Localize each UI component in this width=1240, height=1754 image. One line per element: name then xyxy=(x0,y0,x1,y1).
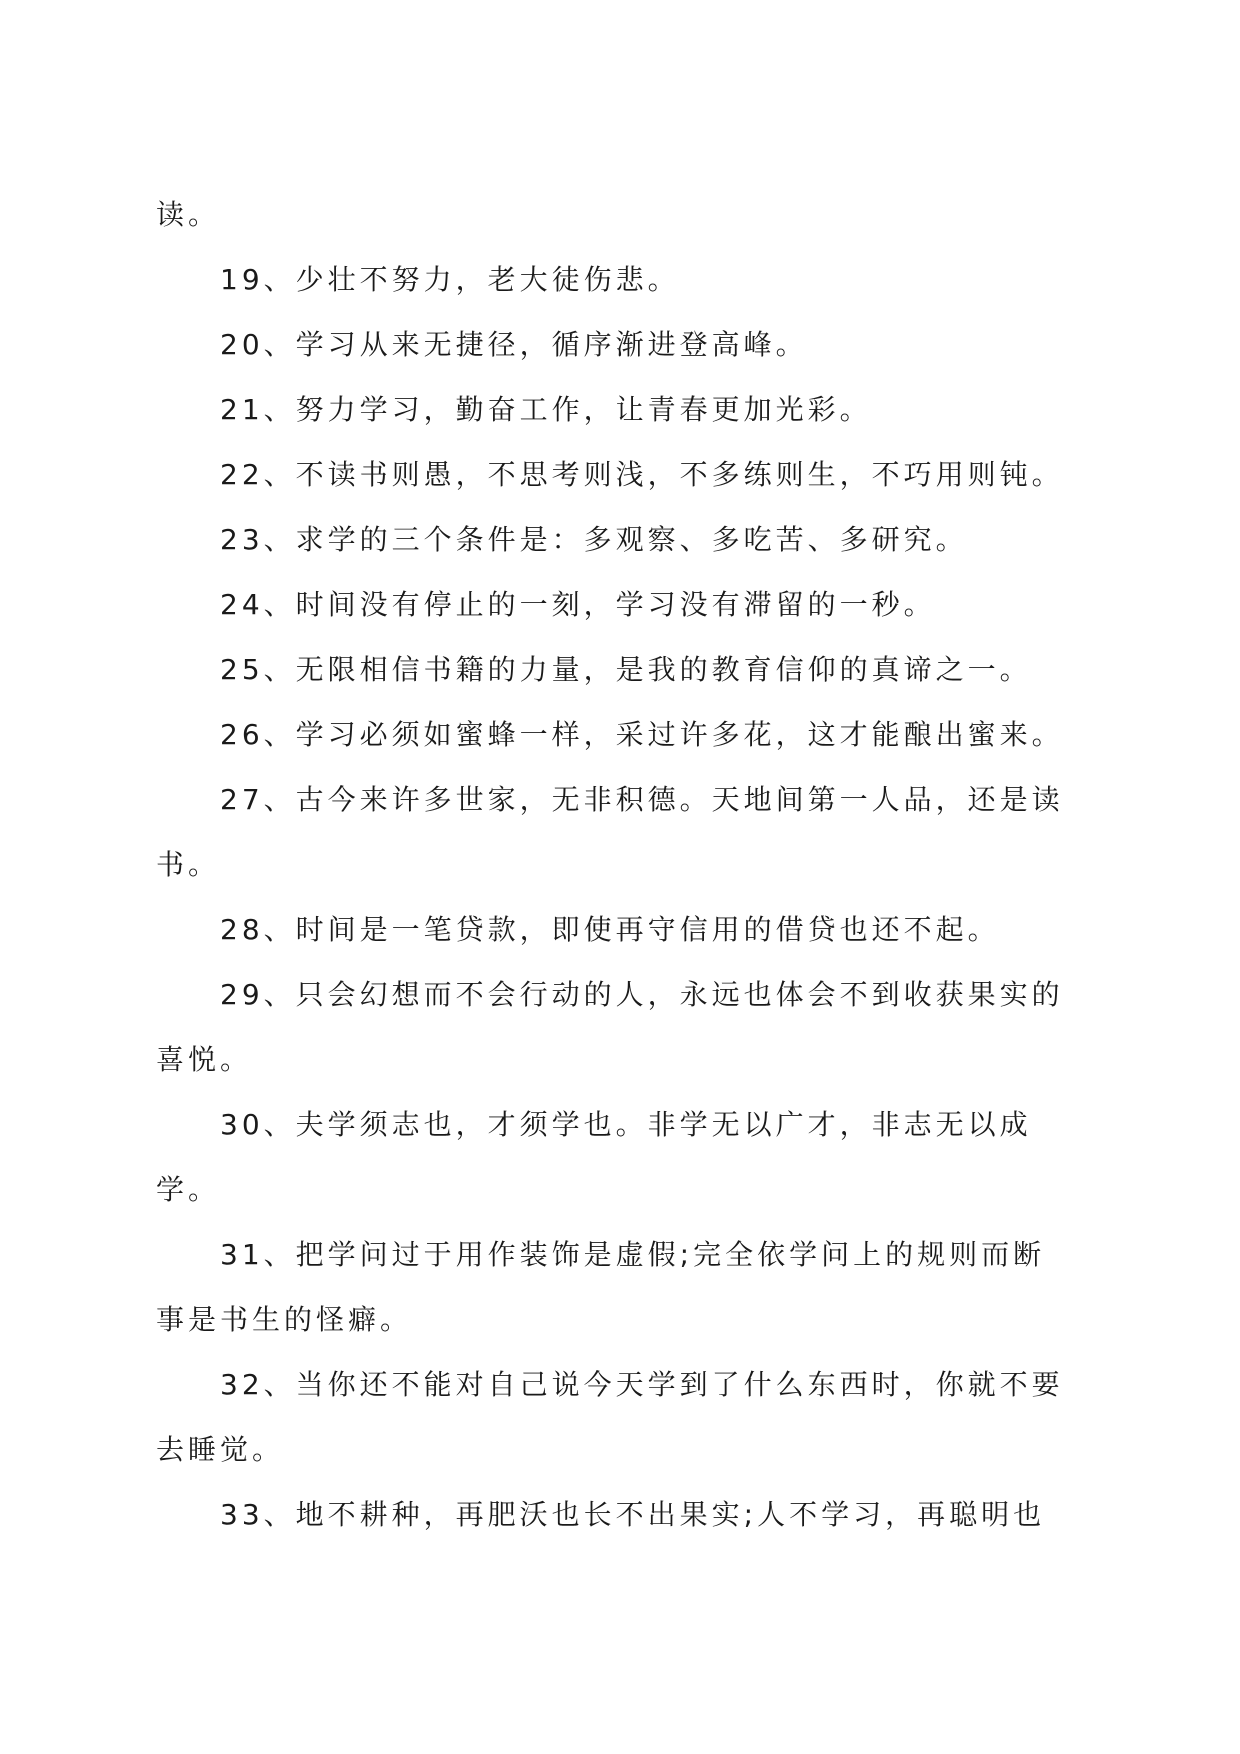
paragraph: 32、当你还不能对自己说今天学到了什么东西时，你就不要去睡觉。 xyxy=(156,1368,1064,1466)
paragraph: 24、时间没有停止的一刻，学习没有滞留的一秒。 xyxy=(220,588,936,621)
paragraph: 33、地不耕种，再肥沃也长不出果实;人不学习，再聪明也 xyxy=(220,1498,1046,1531)
paragraph: 21、努力学习，勤奋工作，让青春更加光彩。 xyxy=(220,393,872,426)
paragraph: 26、学习必须如蜜蜂一样，采过许多花，这才能酿出蜜来。 xyxy=(220,718,1064,751)
paragraph: 读。 xyxy=(156,198,221,231)
paragraph: 22、不读书则愚，不思考则浅，不多练则生，不巧用则钝。 xyxy=(220,458,1064,491)
paragraph: 25、无限相信书籍的力量，是我的教育信仰的真谛之一。 xyxy=(220,653,1032,686)
paragraph: 20、学习从来无捷径，循序渐进登高峰。 xyxy=(220,328,808,361)
paragraph: 31、把学问过于用作装饰是虚假;完全依学问上的规则而断事是书生的怪癖。 xyxy=(156,1238,1046,1336)
paragraph: 19、少壮不努力，老大徒伤悲。 xyxy=(220,263,680,296)
body-text xyxy=(156,182,1076,1547)
paragraph: 27、古今来许多世家，无非积德。天地间第一人品，还是读书。 xyxy=(156,783,1064,881)
paragraph: 28、时间是一笔贷款，即使再守信用的借贷也还不起。 xyxy=(220,913,1000,946)
paragraph: 23、求学的三个条件是：多观察、多吃苦、多研究。 xyxy=(220,523,968,556)
paragraph: 30、夫学须志也，才须学也。非学无以广才，非志无以成学。 xyxy=(156,1108,1032,1206)
paragraph: 29、只会幻想而不会行动的人，永远也体会不到收获果实的喜悦。 xyxy=(156,978,1064,1076)
